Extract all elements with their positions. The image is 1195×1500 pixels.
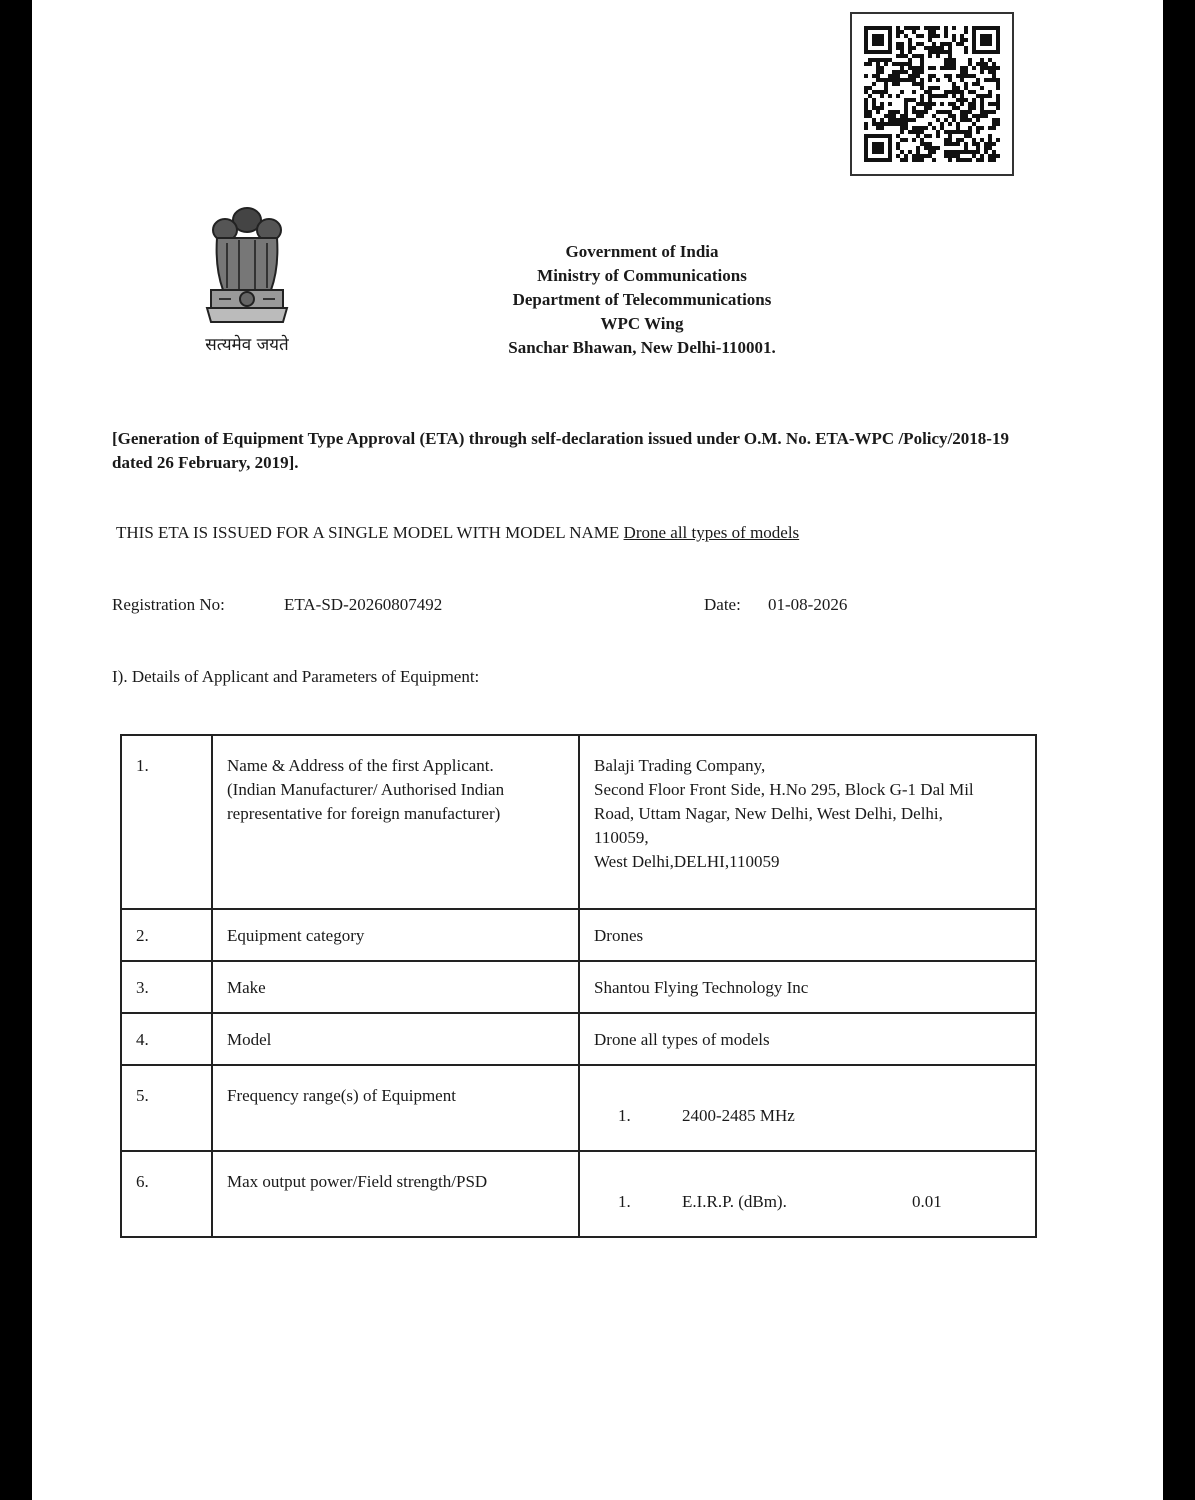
field-line: Name & Address of the first Applicant. — [227, 756, 494, 775]
field-label — [212, 735, 579, 909]
preamble-text: [Generation of Equipment Type Approval (ETA) through self-declaration issued under O.M. No. ETA-WPC /Policy/2018-19 dated 26 February, 2019]. — [112, 429, 1009, 472]
model-name: Drone all types of models — [623, 523, 800, 542]
header-line-2: Ministry of Communications — [537, 266, 747, 285]
table-row — [121, 961, 1036, 1013]
field-label: Frequency range(s) of Equipment — [212, 1065, 579, 1151]
registration-number: ETA-SD-20260807492 — [284, 595, 443, 614]
field-line: representative for foreign manufacturer) — [227, 804, 501, 823]
frequency-entry — [594, 1104, 1021, 1128]
model-statement — [116, 523, 799, 543]
qr-code-icon — [850, 12, 1014, 176]
sub-number: 1. — [618, 1106, 631, 1125]
field-label: Make — [212, 961, 579, 1013]
header-line-3: Department of Telecommunications — [512, 290, 772, 309]
document-page — [32, 0, 1163, 1500]
value-line: Road, Uttam Nagar, New Delhi, West Delhi, Delhi, — [594, 804, 943, 823]
field-value: Drones — [579, 909, 1036, 961]
field-value: Drone all types of models — [579, 1013, 1036, 1065]
row-number: 5. — [121, 1065, 212, 1151]
field-value — [579, 1151, 1036, 1237]
registration-label: Registration No: — [112, 595, 225, 614]
field-value — [579, 735, 1036, 909]
field-label: Max output power/Field strength/PSD — [212, 1151, 579, 1237]
field-label: Model — [212, 1013, 579, 1065]
state-emblem-icon — [197, 198, 297, 338]
frequency-range: 2400-2485 MHz — [682, 1106, 795, 1125]
header-line-4: WPC Wing — [600, 314, 684, 333]
sub-number: 1. — [618, 1192, 631, 1211]
value-line: 110059, — [594, 828, 649, 847]
section-title: I). Details of Applicant and Parameters of Equipment: — [112, 667, 480, 686]
table-row — [121, 1151, 1036, 1237]
power-entry — [594, 1190, 1021, 1214]
row-number: 2. — [121, 909, 212, 961]
table-row — [121, 1065, 1036, 1151]
table-row — [121, 735, 1036, 909]
table-row — [121, 1013, 1036, 1065]
header-line-1: Government of India — [565, 242, 719, 261]
row-number: 4. — [121, 1013, 212, 1065]
row-number: 3. — [121, 961, 212, 1013]
emblem-motto: सत्यमेव जयते — [205, 335, 289, 355]
value-line: Balaji Trading Company, — [594, 756, 766, 775]
date-label: Date: — [704, 595, 741, 614]
power-value: 0.01 — [912, 1192, 942, 1211]
model-statement-prefix: THIS ETA IS ISSUED FOR A SINGLE MODEL WITH MODEL NAME — [116, 523, 620, 542]
date-value: 01-08-2026 — [768, 595, 848, 614]
value-line: Second Floor Front Side, H.No 295, Block G-1 Dal Mil — [594, 780, 974, 799]
equipment-details-table — [120, 734, 1037, 1238]
field-value: Shantou Flying Technology Inc — [579, 961, 1036, 1013]
table-row — [121, 909, 1036, 961]
field-label: Equipment category — [212, 909, 579, 961]
row-number: 1. — [121, 735, 212, 909]
government-header — [432, 240, 852, 360]
row-number: 6. — [121, 1151, 212, 1237]
value-line: West Delhi,DELHI,110059 — [594, 852, 780, 871]
header-line-5: Sanchar Bhawan, New Delhi-110001. — [508, 338, 776, 357]
field-value — [579, 1065, 1036, 1151]
power-parameter: E.I.R.P. (dBm). — [682, 1192, 787, 1211]
field-line: (Indian Manufacturer/ Authorised Indian — [227, 780, 505, 799]
